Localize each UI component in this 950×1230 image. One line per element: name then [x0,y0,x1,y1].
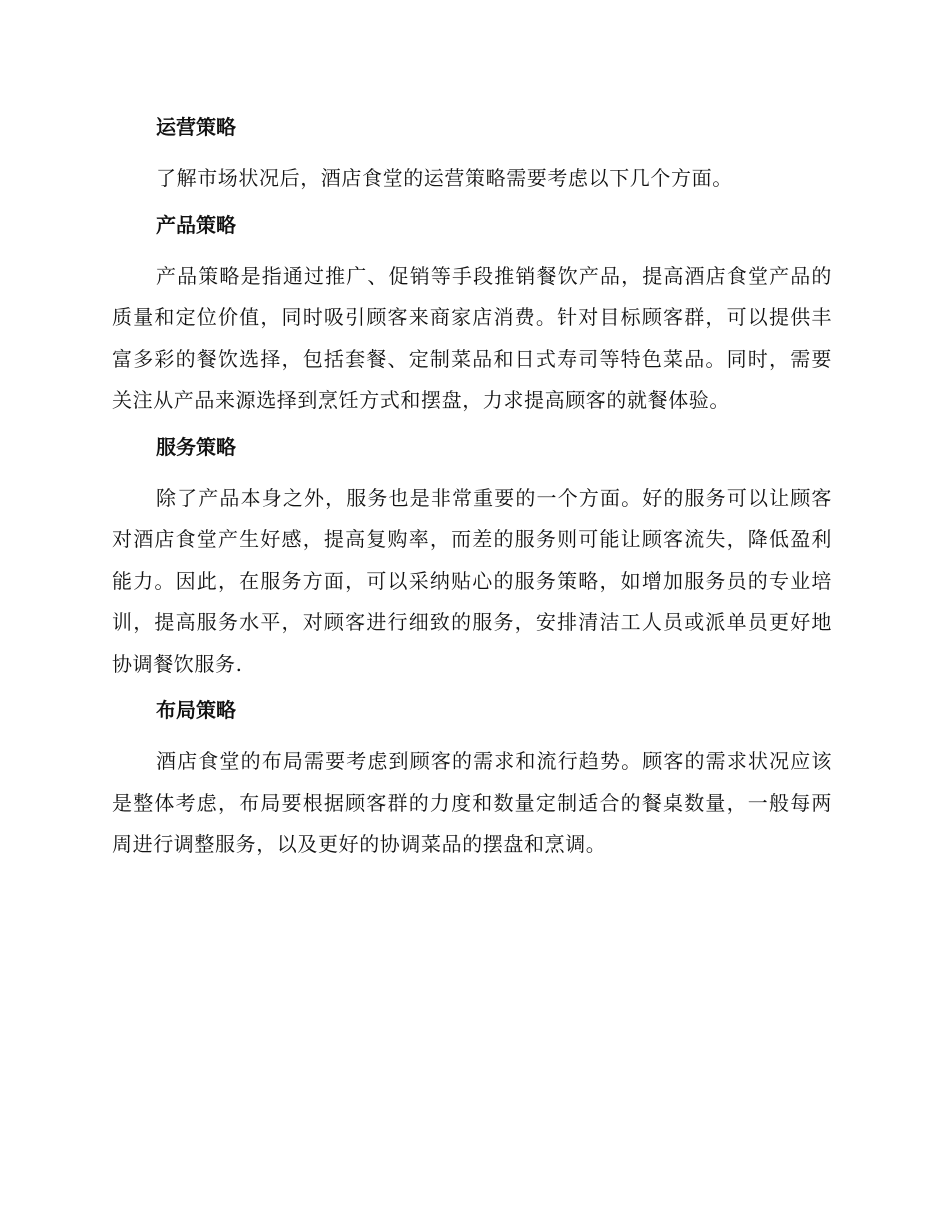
section-heading-layout: 布局策略 [156,698,236,722]
section-paragraph-layout: 酒店食堂的布局需要考虑到顾客的需求和流行趋势。顾客的需求状况应该是整体考虑，布局要根据顾客群的力度和数量定制适合的餐桌数量，一般每两周进行调整服务，以及更好的协调菜品的摆盘和烹调。 [112,749,832,856]
document-page [112,110,832,866]
section-paragraph-service: 除了产品本身之外，服务也是非常重要的一个方面。好的服务可以让顾客对酒店食堂产生好感，提高复购率，而差的服务则可能让顾客流失，降低盈利能力。因此，在服务方面，可以采纳贴心的服务策略，如增加服务员的专业培训，提高服务水平，对顾客进行细致的服务，安排清洁工人员或派单员更好地协调餐饮服务. [112,485,832,676]
section-heading-operations: 运营策略 [156,115,236,139]
section-paragraph-operations: 了解市场状况后，酒店食堂的运营策略需要考虑以下几个方面。 [156,166,733,190]
section-heading-product: 产品策略 [156,212,236,237]
section-heading-service: 服务策略 [156,434,236,459]
section-paragraph-product: 产品策略是指通过推广、促销等手段推销餐饮产品，提高酒店食堂产品的质量和定位价值，同时吸引顾客来商家店消费。针对目标顾客群，可以提供丰富多彩的餐饮选择，包括套餐、定制菜品和日式寿司等特色菜品。同时，需要关注从产品来源选择到烹饪方式和摆盘，力求提高顾客的就餐体验。 [112,263,832,412]
